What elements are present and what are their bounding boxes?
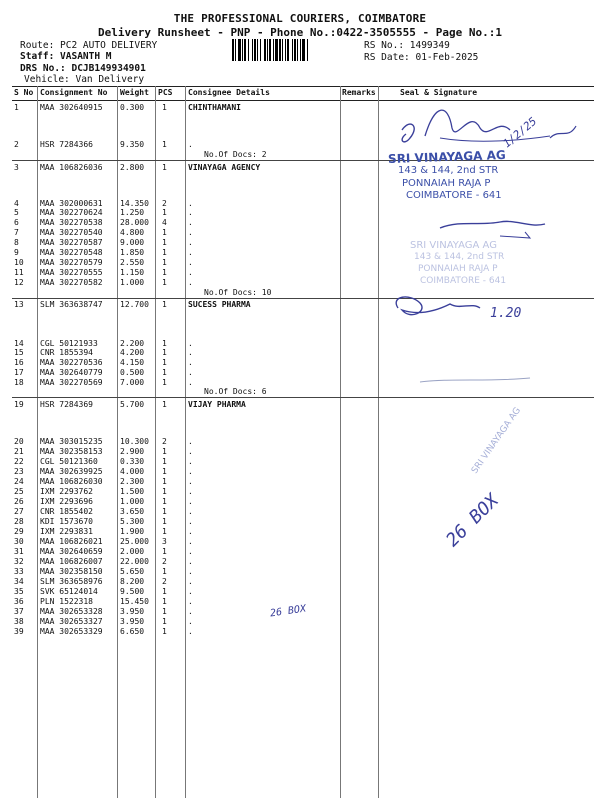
row-weight: 9.000 (120, 238, 145, 247)
row-consignment: MAA 106826030 (40, 477, 103, 486)
handwritten-box-note: 26 BOX (442, 490, 503, 551)
row-details: SUCESS PHARMA (188, 300, 251, 309)
row-weight: 2.800 (120, 163, 145, 172)
doc-count-group3: No.Of Docs: 6 (204, 387, 267, 396)
row-sno: 16 (14, 358, 24, 367)
row-consignment: CGL 50121360 (40, 457, 98, 466)
row-pcs: 1 (162, 103, 167, 112)
runsheet-subtitle: Delivery Runsheet - PNP - Phone No.:0422-3505555 - Page No.:1 (98, 26, 502, 39)
row-sno: 14 (14, 339, 24, 348)
row-consignment: MAA 302358153 (40, 447, 103, 456)
row-weight: 2.300 (120, 477, 145, 486)
stamp-name-3: SRI VINAYAGA AG (470, 405, 524, 476)
row-sno: 20 (14, 437, 24, 446)
row-details: . (188, 467, 193, 476)
row-consignment: MAA 302358150 (40, 567, 103, 576)
row-weight: 9.350 (120, 140, 145, 149)
row-weight: 22.000 (120, 557, 149, 566)
row-consignment: SLM 363658976 (40, 577, 103, 586)
row-sno: 37 (14, 607, 24, 616)
stamp-city-1: COIMBATORE - 641 (406, 190, 502, 201)
row-consignment: IXM 2293831 (40, 527, 93, 536)
row-consignment: MAA 302270540 (40, 228, 103, 237)
row-weight: 15.450 (120, 597, 149, 606)
col-header-pcs: PCS (158, 88, 173, 97)
row-sno: 33 (14, 567, 24, 576)
col-header-weight: Weight (120, 88, 149, 97)
row-consignment: MAA 302653327 (40, 617, 103, 626)
row-details: . (188, 497, 193, 506)
row-pcs: 1 (162, 457, 167, 466)
row-consignment: MAA 302653328 (40, 607, 103, 616)
row-weight: 9.500 (120, 587, 145, 596)
row-sno: 22 (14, 457, 24, 466)
row-sno: 21 (14, 447, 24, 456)
row-consignment: CGL 50121933 (40, 339, 98, 348)
row-consignment: MAA 302270582 (40, 278, 103, 287)
row-pcs: 1 (162, 208, 167, 217)
row-weight: 4.150 (120, 358, 145, 367)
row-details: . (188, 587, 193, 596)
row-sno: 23 (14, 467, 24, 476)
row-weight: 4.200 (120, 348, 145, 357)
row-weight: 28.000 (120, 218, 149, 227)
row-sno: 32 (14, 557, 24, 566)
row-weight: 5.650 (120, 567, 145, 576)
row-pcs: 1 (162, 597, 167, 606)
row-sno: 3 (14, 163, 19, 172)
row-details: . (188, 248, 193, 257)
row-details: . (188, 567, 193, 576)
row-details: . (188, 447, 193, 456)
row-details: . (188, 218, 193, 227)
row-details: . (188, 537, 193, 546)
row-weight: 7.000 (120, 378, 145, 387)
row-details: . (188, 208, 193, 217)
row-sno: 19 (14, 400, 24, 409)
row-pcs: 1 (162, 517, 167, 526)
doc-count-group2: No.Of Docs: 10 (204, 288, 272, 297)
row-consignment: SVK 65124014 (40, 587, 98, 596)
row-pcs: 1 (162, 378, 167, 387)
row-weight: 5.700 (120, 400, 145, 409)
vehicle-label: Vehicle: Van Delivery (24, 74, 145, 85)
row-details: . (188, 378, 193, 387)
row-details: . (188, 437, 193, 446)
row-pcs: 2 (162, 437, 167, 446)
row-sno: 2 (14, 140, 19, 149)
row-sno: 39 (14, 627, 24, 636)
row-details: . (188, 517, 193, 526)
row-sno: 15 (14, 348, 24, 357)
row-weight: 10.300 (120, 437, 149, 446)
row-sno: 13 (14, 300, 24, 309)
row-details: . (188, 507, 193, 516)
row-weight: 1.000 (120, 497, 145, 506)
row-sno: 31 (14, 547, 24, 556)
row-details: . (188, 557, 193, 566)
row-weight: 1.250 (120, 208, 145, 217)
stamp-addr1-2: 143 & 144, 2nd STR (414, 252, 505, 262)
barcode (232, 39, 352, 61)
handwritten-total: 26 BOX (269, 603, 307, 620)
row-weight: 2.000 (120, 547, 145, 556)
row-sno: 7 (14, 228, 19, 237)
row-pcs: 1 (162, 278, 167, 287)
rs-date: RS Date: 01-Feb-2025 (364, 52, 479, 63)
row-pcs: 2 (162, 199, 167, 208)
row-details: . (188, 597, 193, 606)
row-sno: 34 (14, 577, 24, 586)
row-pcs: 1 (162, 368, 167, 377)
row-consignment: MAA 302270587 (40, 238, 103, 247)
row-pcs: 1 (162, 527, 167, 536)
row-consignment: IXM 2293762 (40, 487, 93, 496)
row-pcs: 1 (162, 487, 167, 496)
col-sep (117, 86, 118, 798)
row-pcs: 1 (162, 497, 167, 506)
row-pcs: 3 (162, 537, 167, 546)
row-pcs: 1 (162, 339, 167, 348)
row-details: . (188, 258, 193, 267)
row-weight: 3.950 (120, 607, 145, 616)
row-weight: 12.700 (120, 300, 149, 309)
row-pcs: 1 (162, 248, 167, 257)
row-consignment: MAA 302640779 (40, 368, 103, 377)
row-consignment: MAA 302640659 (40, 547, 103, 556)
row-consignment: MAA 106826036 (40, 163, 103, 172)
row-weight: 1.150 (120, 268, 145, 277)
row-consignment: CNR 1855402 (40, 507, 93, 516)
row-consignment: MAA 302270579 (40, 258, 103, 267)
row-details: . (188, 607, 193, 616)
col-header-consignment: Consignment No (40, 88, 108, 97)
col-sep (340, 86, 341, 798)
row-details: . (188, 457, 193, 466)
row-consignment: MAA 302653329 (40, 627, 103, 636)
row-details: . (188, 268, 193, 277)
row-details: . (188, 627, 193, 636)
row-consignment: MAA 302270536 (40, 358, 103, 367)
row-sno: 18 (14, 378, 24, 387)
row-sno: 8 (14, 238, 19, 247)
stamp-addr1-1: 143 & 144, 2nd STR (398, 165, 499, 176)
row-sno: 11 (14, 268, 24, 277)
row-details: CHINTHAMANI (188, 103, 241, 112)
col-header-remarks: Remarks (342, 88, 376, 97)
row-sno: 29 (14, 527, 24, 536)
row-pcs: 1 (162, 477, 167, 486)
col-sep (155, 86, 156, 798)
row-consignment: MAA 106826021 (40, 537, 103, 546)
row-sno: 12 (14, 278, 24, 287)
row-consignment: MAA 302270548 (40, 248, 103, 257)
row-weight: 3.650 (120, 507, 145, 516)
row-pcs: 1 (162, 358, 167, 367)
row-pcs: 1 (162, 238, 167, 247)
row-consignment: KDI 1573670 (40, 517, 93, 526)
row-details: . (188, 487, 193, 496)
row-sno: 9 (14, 248, 19, 257)
row-weight: 1.900 (120, 527, 145, 536)
row-consignment: MAA 302270569 (40, 378, 103, 387)
row-details: . (188, 527, 193, 536)
row-consignment: MAA 302270555 (40, 268, 103, 277)
row-weight: 6.650 (120, 627, 145, 636)
row-sno: 4 (14, 199, 19, 208)
row-details: . (188, 228, 193, 237)
row-sno: 24 (14, 477, 24, 486)
row-pcs: 1 (162, 140, 167, 149)
row-sno: 30 (14, 537, 24, 546)
row-pcs: 1 (162, 228, 167, 237)
row-consignment: MAA 106826007 (40, 557, 103, 566)
row-weight: 8.200 (120, 577, 145, 586)
row-pcs: 1 (162, 467, 167, 476)
row-consignment: MAA 302270538 (40, 218, 103, 227)
row-sno: 10 (14, 258, 24, 267)
row-consignment: MAA 302639925 (40, 467, 103, 476)
row-weight: 1.000 (120, 278, 145, 287)
doc-count-group1: No.Of Docs: 2 (204, 150, 267, 159)
table-top-rule (12, 86, 594, 87)
row-details: VIJAY PHARMA (188, 400, 246, 409)
stamp-name-1: SRI VINAYAGA AG (387, 147, 506, 167)
row-details: . (188, 358, 193, 367)
row-pcs: 1 (162, 447, 167, 456)
col-header-seal: Seal & Signature (400, 88, 478, 97)
row-consignment: PLN 1522318 (40, 597, 93, 606)
row-details: . (188, 368, 193, 377)
row-pcs: 1 (162, 587, 167, 596)
row-pcs: 1 (162, 507, 167, 516)
row-sno: 27 (14, 507, 24, 516)
row-weight: 0.300 (120, 103, 145, 112)
row-sno: 26 (14, 497, 24, 506)
rs-number: RS No.: 1499349 (364, 40, 450, 51)
row-details: . (188, 348, 193, 357)
row-sno: 35 (14, 587, 24, 596)
row-pcs: 2 (162, 577, 167, 586)
row-consignment: CNR 1855394 (40, 348, 93, 357)
row-details: VINAYAGA AGENCY (188, 163, 261, 172)
row-details: . (188, 577, 193, 586)
row-details: . (188, 278, 193, 287)
row-pcs: 1 (162, 547, 167, 556)
row-consignment: SLM 363638747 (40, 300, 103, 309)
row-details: . (188, 339, 193, 348)
row-pcs: 1 (162, 258, 167, 267)
row-sno: 1 (14, 103, 19, 112)
row-weight: 2.200 (120, 339, 145, 348)
staff-label: Staff: VASANTH M (20, 51, 112, 62)
row-details: . (188, 199, 193, 208)
col-sep (185, 86, 186, 798)
row-sno: 5 (14, 208, 19, 217)
row-sno: 38 (14, 617, 24, 626)
row-sno: 6 (14, 218, 19, 227)
row-consignment: MAA 302000631 (40, 199, 103, 208)
row-details: . (188, 547, 193, 556)
col-header-sno: S No (14, 88, 34, 97)
row-sno: 36 (14, 597, 24, 606)
row-weight: 1.850 (120, 248, 145, 257)
drs-label: DRS No.: DCJB149934901 (20, 63, 146, 74)
row-consignment: MAA 303015235 (40, 437, 103, 446)
row-weight: 3.950 (120, 617, 145, 626)
row-weight: 4.800 (120, 228, 145, 237)
row-weight: 14.350 (120, 199, 149, 208)
row-weight: 25.000 (120, 537, 149, 546)
row-pcs: 4 (162, 218, 167, 227)
stamp-city-2: COIMBATORE - 641 (420, 276, 507, 286)
col-sep (378, 86, 379, 798)
row-pcs: 1 (162, 400, 167, 409)
row-weight: 2.550 (120, 258, 145, 267)
row-pcs: 1 (162, 627, 167, 636)
row-consignment: IXM 2293696 (40, 497, 93, 506)
signature-date: 1/2/25 (500, 114, 540, 151)
row-weight: 2.900 (120, 447, 145, 456)
row-details: . (188, 477, 193, 486)
stamp-name-2: SRI VINAYAGA AG (410, 240, 497, 251)
row-pcs: 1 (162, 607, 167, 616)
row-sno: 28 (14, 517, 24, 526)
row-pcs: 1 (162, 300, 167, 309)
row-weight: 0.500 (120, 368, 145, 377)
row-weight: 5.300 (120, 517, 145, 526)
row-pcs: 1 (162, 268, 167, 277)
row-details: . (188, 140, 193, 149)
row-pcs: 1 (162, 617, 167, 626)
row-consignment: MAA 302270624 (40, 208, 103, 217)
route-label: Route: PC2 AUTO DELIVERY (20, 40, 158, 51)
row-pcs: 2 (162, 557, 167, 566)
row-pcs: 1 (162, 163, 167, 172)
row-sno: 17 (14, 368, 24, 377)
stamp-addr2-1: PONNAIAH RAJA P (402, 178, 491, 189)
row-weight: 0.330 (120, 457, 145, 466)
row-consignment: HSR 7284366 (40, 140, 93, 149)
row-weight: 1.500 (120, 487, 145, 496)
row-pcs: 1 (162, 348, 167, 357)
row-pcs: 1 (162, 567, 167, 576)
col-header-consignee: Consignee Details (188, 88, 270, 97)
row-details: . (188, 617, 193, 626)
row-consignment: HSR 7284369 (40, 400, 93, 409)
row-details: . (188, 238, 193, 247)
stamp-addr2-2: PONNAIAH RAJA P (418, 264, 498, 274)
company-title: THE PROFESSIONAL COURIERS, COIMBATORE (173, 12, 427, 25)
row-weight: 4.000 (120, 467, 145, 476)
row-consignment: MAA 302640915 (40, 103, 103, 112)
col-sep (37, 86, 38, 798)
handwritten-time: 1.20 (490, 306, 522, 321)
row-sno: 25 (14, 487, 24, 496)
